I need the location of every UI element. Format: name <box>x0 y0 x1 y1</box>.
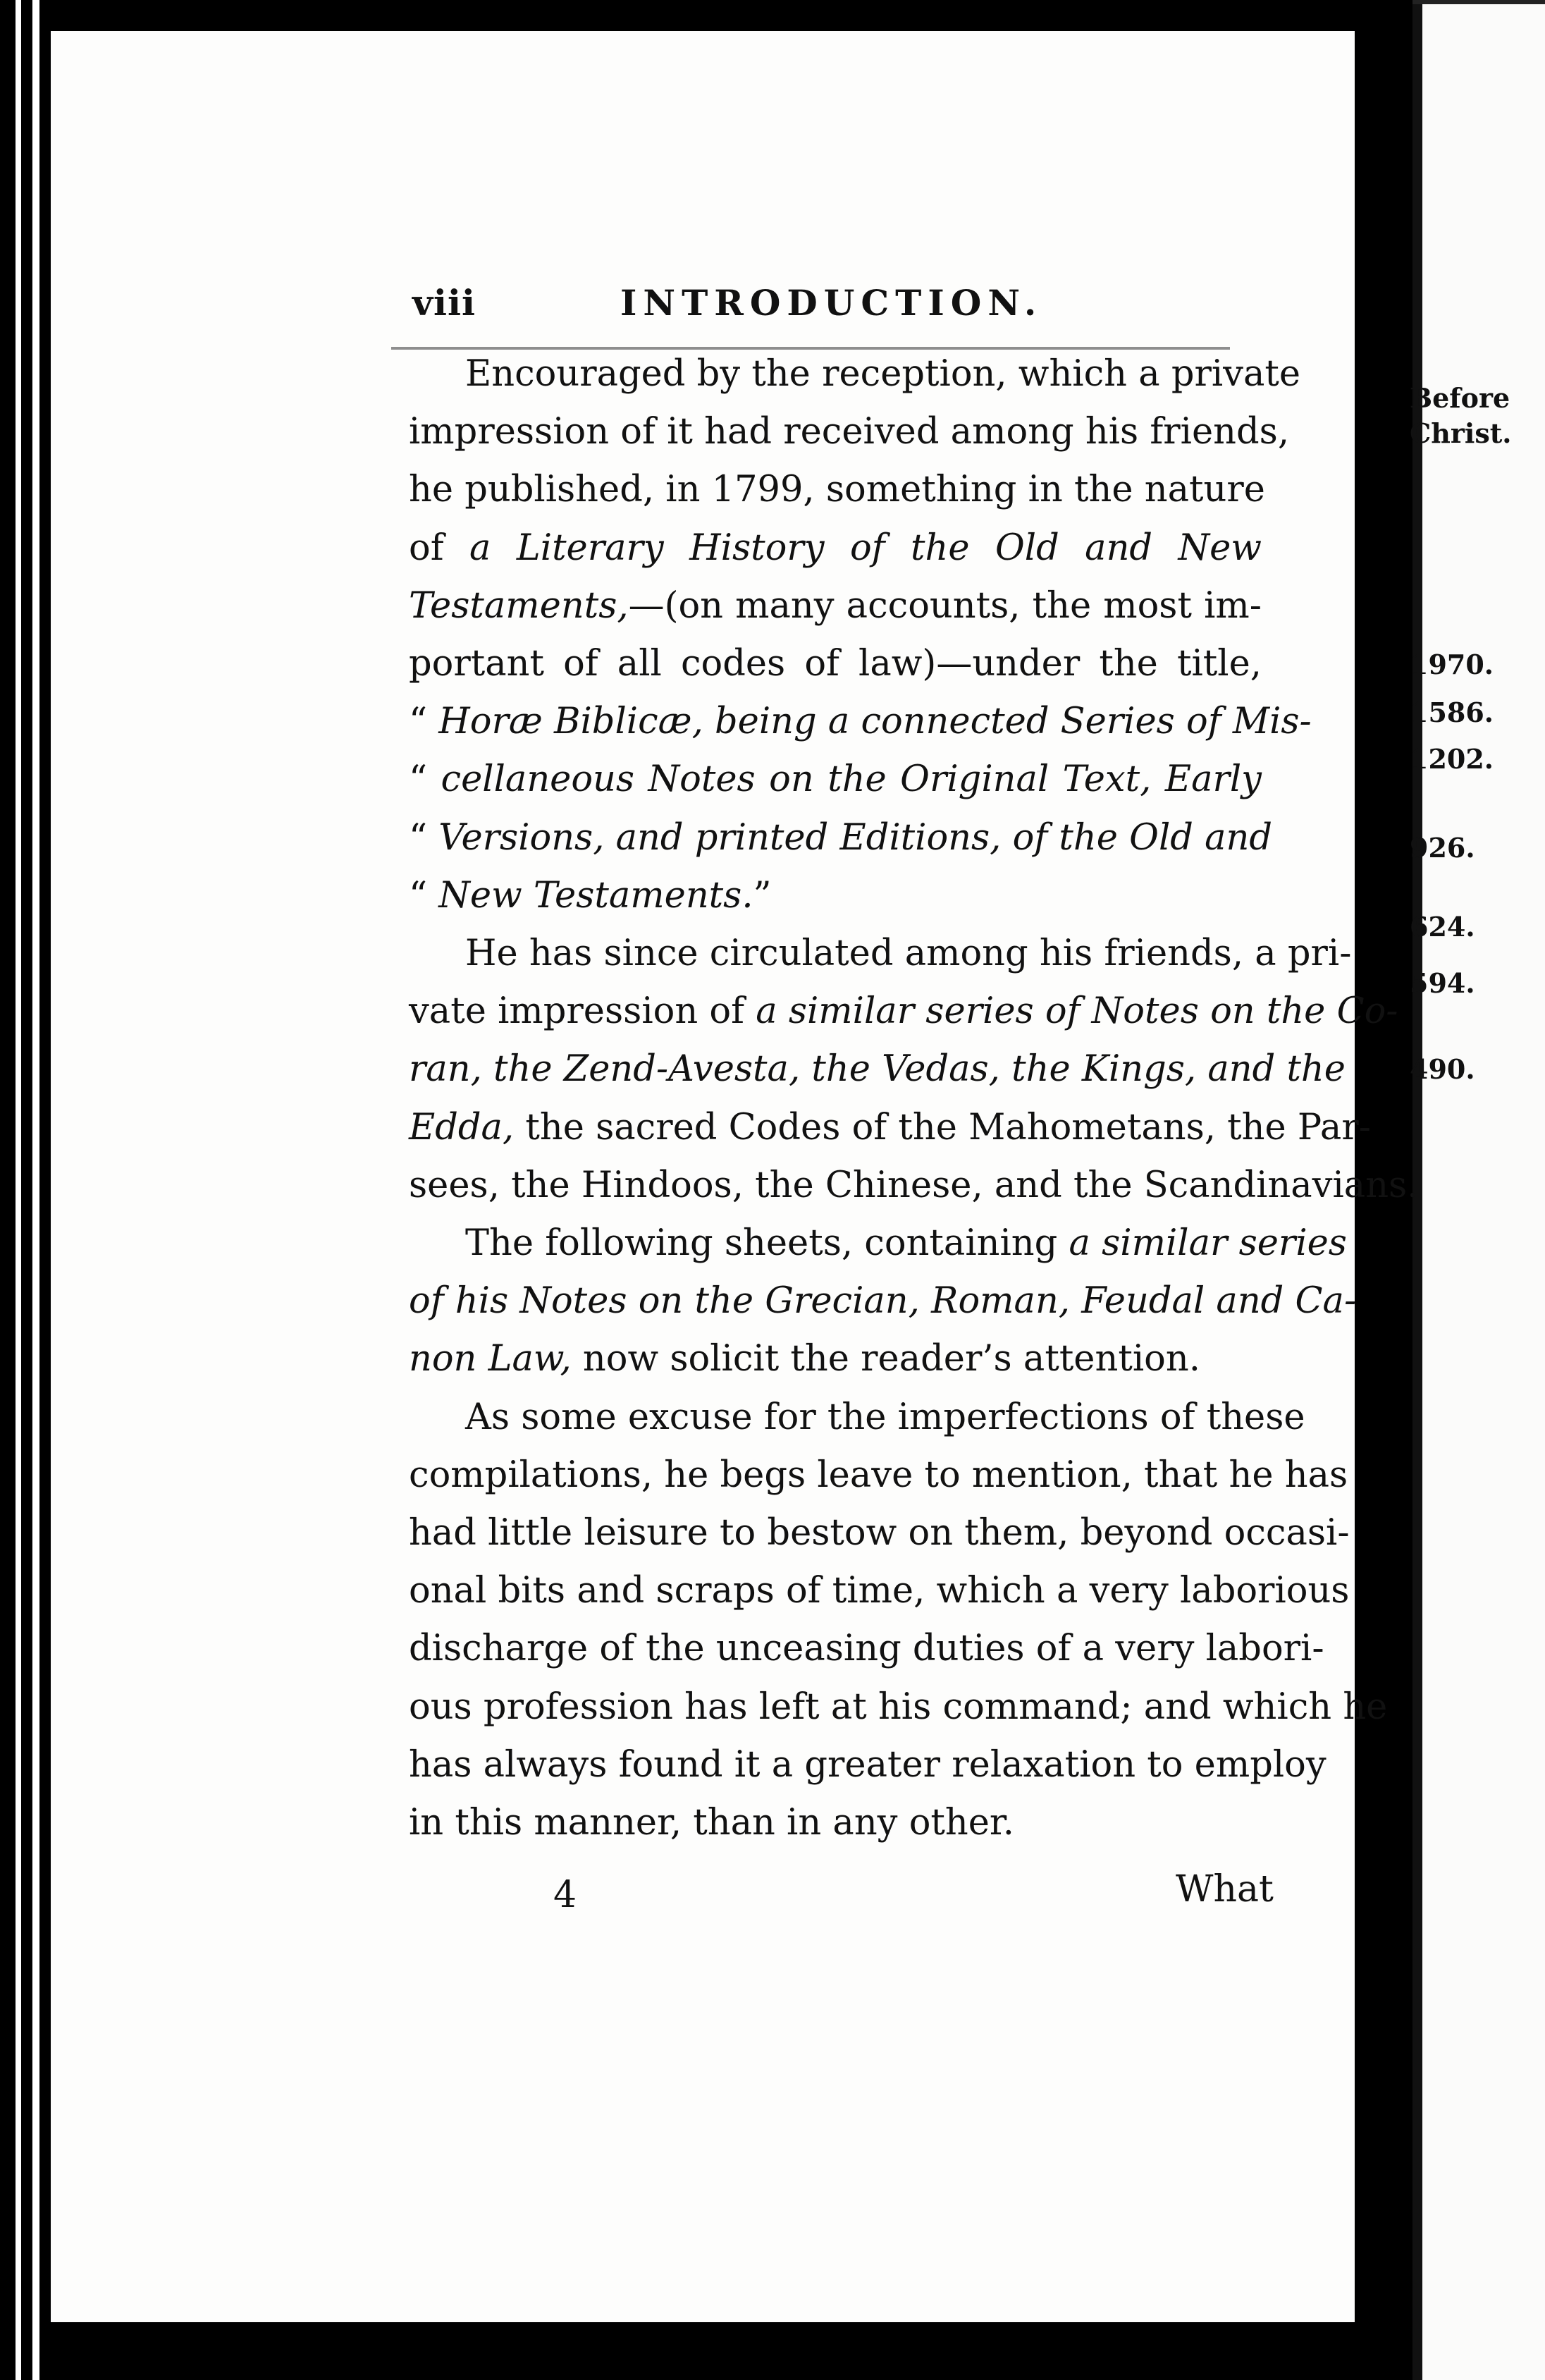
italic-text: a Literary History of the Old and New <box>469 527 1262 569</box>
text-line <box>409 403 1290 461</box>
italic-text: Testaments, <box>409 584 629 627</box>
italic-text: New Testaments. <box>438 874 753 916</box>
roman-text: compilations, he begs leave to mention, that he has <box>409 1454 1348 1496</box>
roman-text: the sacred Codes of the Mahometans, the Par- <box>514 1106 1371 1148</box>
roman-text: impression of it had received among his friends, <box>409 411 1290 453</box>
text-line <box>409 867 1262 925</box>
roman-text: As some excuse for the imperfections of these <box>465 1396 1305 1438</box>
text-line <box>409 1504 1350 1562</box>
text-line <box>409 345 1301 403</box>
text-line <box>409 1736 1327 1794</box>
text-line <box>409 1272 1357 1330</box>
roman-text: “ <box>409 759 441 801</box>
catchword: What <box>1176 1868 1274 1910</box>
roman-text: He has since circulated among his friends, a pri- <box>465 933 1352 975</box>
italic-text: of his Notes on the Grecian, Roman, Feudal and Ca- <box>409 1280 1357 1323</box>
running-head: INTRODUCTION. <box>620 282 1043 324</box>
text-line <box>409 751 1262 809</box>
body-text <box>409 345 1419 1852</box>
signature-mark: 4 <box>553 1874 577 1916</box>
text-line <box>409 1215 1347 1272</box>
margin-year: 1586. <box>1410 697 1494 728</box>
text-line <box>409 461 1265 519</box>
text-line <box>409 1794 1262 1852</box>
roman-text: The following sheets, containing <box>465 1222 1069 1265</box>
paragraph <box>409 925 1419 1215</box>
roman-text: vate impression of <box>409 990 756 1033</box>
italic-text: cellaneous Notes on the Original Text, Early <box>441 759 1262 801</box>
margin-heading-line: Christ. <box>1410 417 1512 449</box>
roman-text: of <box>409 527 470 569</box>
text-line <box>409 693 1312 751</box>
facing-page-top-edge <box>1412 0 1545 4</box>
text-line <box>409 520 1262 577</box>
roman-text: ” <box>753 874 772 916</box>
italic-text: non Law, <box>409 1338 572 1380</box>
italic-text: ran, the Zend-Avesta, the Vedas, the Kings, and the <box>409 1048 1346 1091</box>
roman-text: ous profession has left at his command; and which he <box>409 1686 1388 1728</box>
folio-number: viii <box>412 282 476 324</box>
text-line <box>409 1389 1305 1447</box>
roman-text: sees, the Hindoos, the Chinese, and the Scandinavians. <box>409 1164 1419 1206</box>
facing-page <box>1412 0 1545 2380</box>
text-line <box>409 1447 1348 1504</box>
margin-year: 1970. <box>1410 649 1494 680</box>
italic-text: a similar series of Notes on the Co- <box>756 990 1398 1033</box>
roman-text: he published, in 1799, something in the nature <box>409 469 1265 511</box>
paragraph <box>409 1215 1357 1389</box>
roman-text: “ <box>409 701 439 743</box>
roman-text: has always found it a greater relaxation to employ <box>409 1743 1327 1786</box>
margin-year: 594. <box>1410 967 1475 999</box>
roman-text: portant of all codes of law)—under the title, <box>409 643 1262 685</box>
roman-text: in this manner, than in any other. <box>409 1802 1014 1844</box>
margin-heading-line: Before <box>1410 382 1510 414</box>
text-line <box>409 983 1398 1041</box>
margin-year: 1202. <box>1410 743 1494 775</box>
roman-text: “ <box>409 816 439 859</box>
italic-text: Versions, and printed Editions, of the Old and <box>438 816 1273 859</box>
italic-text: Edda, <box>409 1106 515 1148</box>
roman-text: onal bits and scraps of time, which a very laborious <box>409 1570 1350 1612</box>
paragraph <box>409 1389 1388 1853</box>
binding-edge-strip <box>32 0 39 2380</box>
margin-year: 490. <box>1410 1053 1475 1085</box>
margin-heading <box>1410 381 1512 451</box>
text-line <box>409 635 1262 693</box>
text-line <box>409 1679 1388 1736</box>
margin-year: 926. <box>1410 832 1475 864</box>
text-line <box>409 1330 1262 1388</box>
text-line <box>409 809 1273 867</box>
margin-year: 624. <box>1410 911 1475 943</box>
roman-text: now solicit the reader’s attention. <box>571 1338 1200 1380</box>
text-line <box>409 1099 1371 1157</box>
text-line <box>409 577 1262 635</box>
roman-text: had little leisure to bestow on them, beyond occasi- <box>409 1512 1350 1554</box>
text-line <box>409 1157 1419 1215</box>
paragraph <box>409 345 1312 925</box>
roman-text: discharge of the unceasing duties of a very labori- <box>409 1628 1324 1670</box>
text-line <box>409 1620 1324 1678</box>
roman-text: “ <box>409 874 439 916</box>
roman-text: —(on many accounts, the most im- <box>628 584 1262 627</box>
italic-text: Horæ Biblicæ, being a connected Series of Mis- <box>438 701 1312 743</box>
binding-edge-strip <box>16 0 21 2380</box>
italic-text: a similar series <box>1069 1222 1347 1265</box>
text-line <box>409 1041 1346 1098</box>
roman-text: Encouraged by the reception, which a private <box>465 353 1301 395</box>
text-line <box>409 925 1352 983</box>
text-line <box>409 1562 1350 1620</box>
